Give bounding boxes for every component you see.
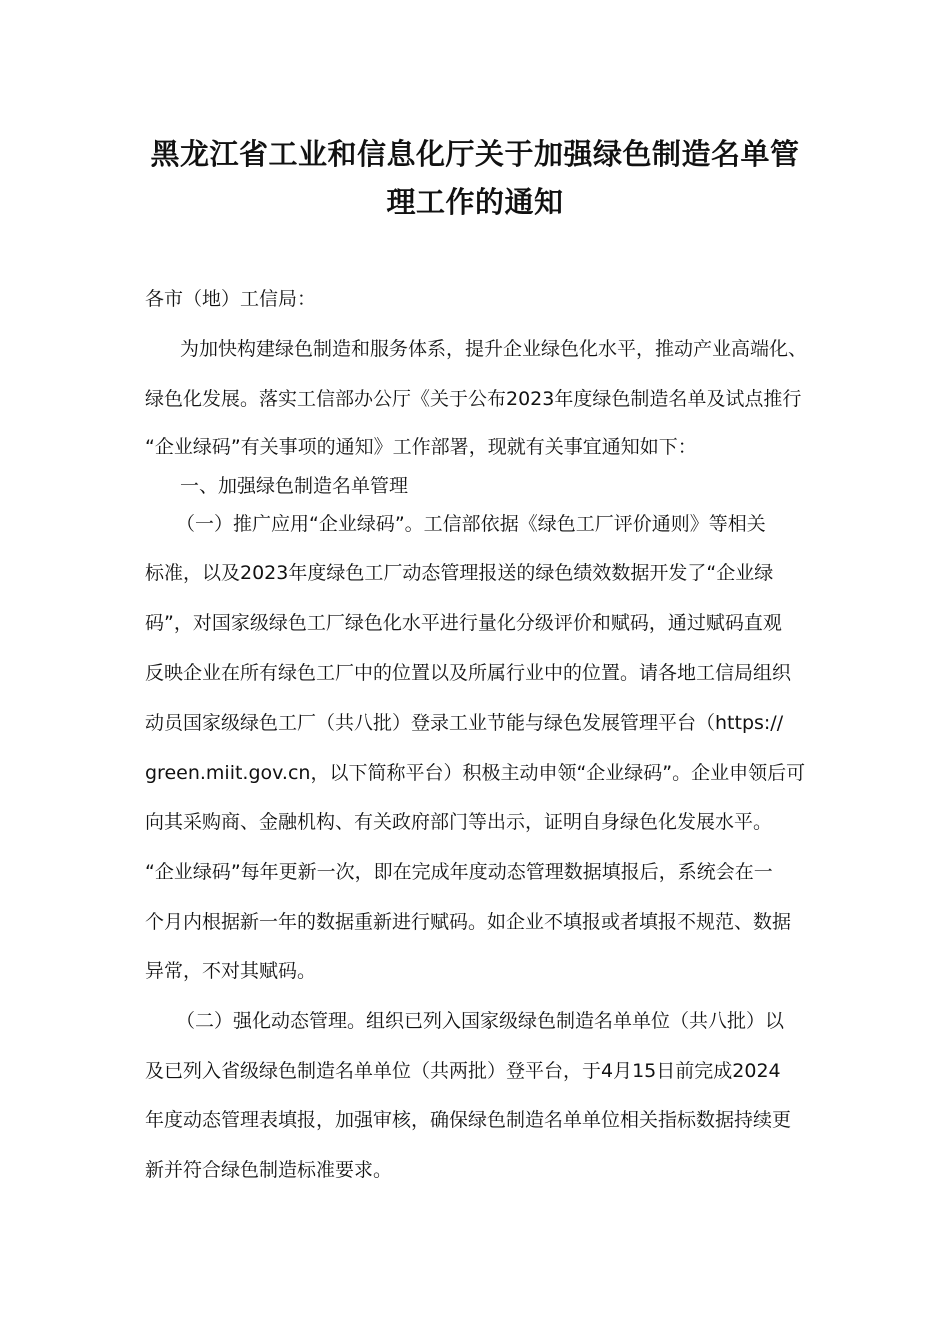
intro-line-2: 绿色化发展。落实工信部办公厅《关于公布2023年度绿色制造名单及试点推行 — [145, 388, 802, 410]
document-title-line-1: 黑龙江省工业和信息化厅关于加强绿色制造名单管 — [150, 137, 800, 171]
intro-line-1: 为加快构建绿色制造和服务体系，提升企业绿色化水平，推动产业高端化、 — [180, 338, 808, 360]
section-1-heading: 一、加强绿色制造名单管理 — [180, 475, 409, 497]
item-1-line-7: 向其采购商、金融机构、有关政府部门等出示，证明自身绿色化发展水平。 — [145, 811, 773, 833]
item-1-line-6: green.miit.gov.cn，以下简称平台）积极主动申领“企业绿码”。企业申领后可 — [145, 762, 806, 784]
salutation: 各市（地）工信局： — [145, 288, 317, 310]
intro-line-3: “企业绿码”有关事项的通知》工作部署，现就有关事宜通知如下： — [145, 436, 697, 458]
item-2-line-4: 新并符合绿色制造标准要求。 — [145, 1159, 393, 1181]
item-1-line-5: 动员国家级绿色工厂（共八批）登录工业节能与绿色发展管理平台（https:// — [145, 712, 784, 734]
item-2-line-3: 年度动态管理表填报，加强审核，确保绿色制造名单单位相关指标数据持续更 — [145, 1109, 792, 1131]
item-1-line-9: 个月内根据新一年的数据重新进行赋码。如企业不填报或者填报不规范、数据 — [145, 911, 792, 933]
item-1-line-8: “企业绿码”每年更新一次，即在完成年度动态管理数据填报后，系统会在一 — [145, 861, 773, 883]
item-1-line-1: （一）推广应用“企业绿码”。工信部依据《绿色工厂评价通则》等相关 — [176, 513, 766, 535]
document-title-line-2: 理工作的通知 — [386, 185, 564, 219]
item-1-line-4: 反映企业在所有绿色工厂中的位置以及所属行业中的位置。请各地工信局组织 — [145, 662, 792, 684]
item-2-line-1: （二）强化动态管理。组织已列入国家级绿色制造名单单位（共八批）以 — [176, 1010, 785, 1032]
item-1-line-2: 标准，以及2023年度绿色工厂动态管理报送的绿色绩效数据开发了“企业绿 — [145, 562, 774, 584]
item-2-line-2: 及已列入省级绿色制造名单单位（共两批）登平台，于4月15日前完成2024 — [145, 1060, 781, 1082]
item-1-line-10: 异常，不对其赋码。 — [145, 960, 317, 982]
item-1-line-3: 码”，对国家级绿色工厂绿色化水平进行量化分级评价和赋码，通过赋码直观 — [145, 612, 782, 634]
